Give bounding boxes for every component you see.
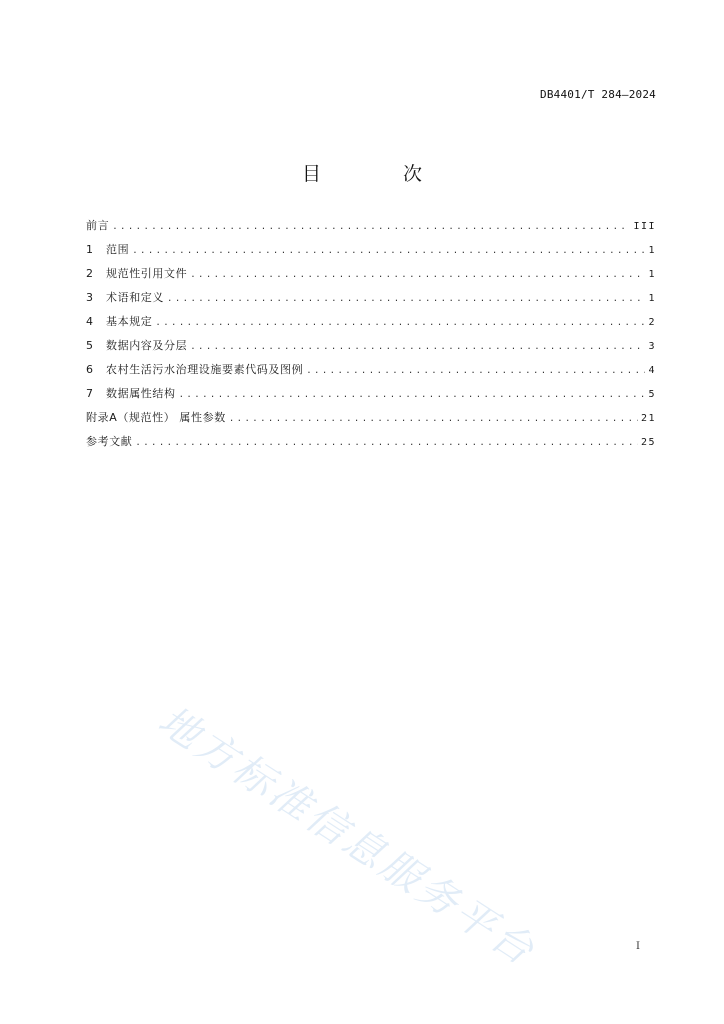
dot-leader <box>229 407 638 431</box>
toc-entry-label: 数据内容及分层 <box>106 339 188 352</box>
toc-entry-foreword[interactable] <box>86 214 656 238</box>
toc-entry-feature-codes-legends[interactable] <box>86 358 656 382</box>
toc-title: 目 次 <box>301 163 461 185</box>
toc-entry-page: 25 <box>640 437 656 448</box>
toc-entry-scope[interactable] <box>86 238 656 262</box>
dot-leader <box>190 335 645 359</box>
toc-entry-page: 5 <box>648 389 656 400</box>
toc-entry-page: 3 <box>648 341 656 352</box>
toc-entry-number: 7 <box>86 387 93 400</box>
toc-entry-page: 1 <box>648 269 656 280</box>
toc-entry-label: 农村生活污水治理设施要素代码及图例 <box>106 363 304 376</box>
toc-entry-page: 21 <box>640 413 656 424</box>
toc-entry-label: 基本规定 <box>106 315 153 328</box>
toc-entry-label: 规范性引用文件 <box>106 267 188 280</box>
toc-entry-label: 附录A（规范性） 属性参数 <box>86 411 226 424</box>
dot-leader <box>135 431 638 455</box>
toc-entry-page: 1 <box>648 245 656 256</box>
toc-entry-number: 6 <box>86 363 93 376</box>
toc-entry-normative-references[interactable] <box>86 262 656 286</box>
page-number: I <box>636 941 640 952</box>
table-of-contents <box>86 214 656 454</box>
watermark: 地方标准信息服务平台 <box>150 697 545 976</box>
dot-leader <box>155 311 645 335</box>
toc-entry-bibliography[interactable] <box>86 430 656 454</box>
toc-entry-data-attribute-structure[interactable] <box>86 382 656 406</box>
toc-entry-page: 1 <box>648 293 656 304</box>
toc-entry-number: 1 <box>86 243 93 256</box>
document-code: DB4401/T 284—2024 <box>540 88 656 101</box>
toc-entry-label: 范围 <box>106 243 130 256</box>
toc-entry-label: 参考文献 <box>86 435 133 448</box>
dot-leader <box>167 287 645 311</box>
dot-leader <box>306 359 645 383</box>
toc-entry-basic-provisions[interactable] <box>86 310 656 334</box>
toc-entry-data-content-layers[interactable] <box>86 334 656 358</box>
toc-entry-number: 5 <box>86 339 93 352</box>
toc-entry-page: 2 <box>648 317 656 328</box>
toc-entry-page: 4 <box>648 365 656 376</box>
dot-leader <box>179 383 646 407</box>
dot-leader <box>190 263 645 287</box>
toc-entry-number: 2 <box>86 267 93 280</box>
toc-entry-label: 前言 <box>86 219 110 232</box>
toc-entry-label: 数据属性结构 <box>106 387 176 400</box>
toc-entry-number: 3 <box>86 291 93 304</box>
dot-leader <box>132 239 645 263</box>
toc-entry-label: 术语和定义 <box>106 291 164 304</box>
toc-entry-number: 4 <box>86 315 93 328</box>
toc-entry-page: III <box>633 221 656 232</box>
dot-leader <box>112 215 630 239</box>
toc-entry-appendix-a[interactable] <box>86 406 656 430</box>
toc-entry-terms-definitions[interactable] <box>86 286 656 310</box>
